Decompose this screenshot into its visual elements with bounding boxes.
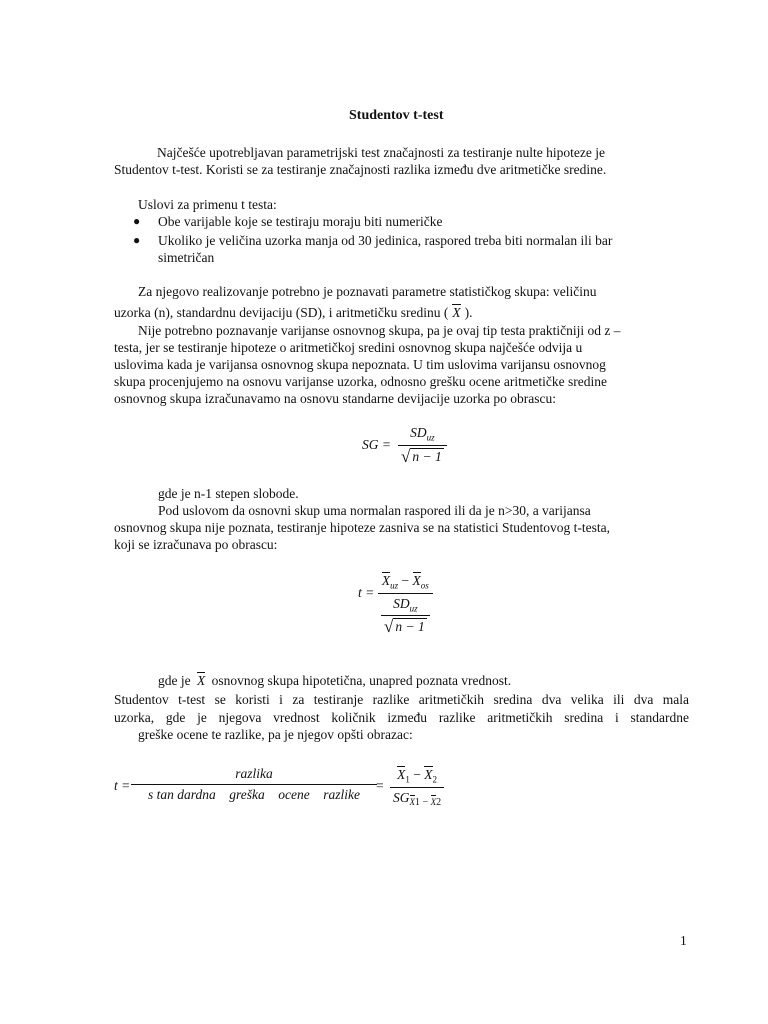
normal-line-2: osnovnog skupa nije poznata, testiranje hipoteze zasniva se na statistici Studentovog t-testa, (114, 520, 610, 535)
formula-general-ratio-numerator: $X_1 - X_2$ (397, 767, 437, 785)
intro-line-2: Studentov t-test. Koristi se za testiranje značajnosti razlika između dve aritmetičke sredine. (114, 162, 607, 177)
formula-sg-denominator: √ n − 1 (398, 445, 447, 466)
df-line: gde je n-1 stepen slobode. (158, 486, 299, 501)
formula-general-equals: = (376, 778, 384, 793)
formula-sg-numerator: $SD_{uz}$ (410, 425, 435, 443)
page-number: 1 (680, 933, 687, 948)
variance-line-4: skupa procenjujemo na osnovu varijanse uzorka, odnosno grešku ocene aritmetičke sredine (114, 374, 607, 389)
params-line-2-text: uzorka (n), standardnu devijaciju (SD), i aritmetičku sredinu ( (114, 305, 449, 320)
normal-line-3: koji se izračunava po obrascu: (114, 537, 278, 552)
document-title: Studentov t-test (349, 108, 444, 123)
formula-t-lhs: t = (358, 585, 375, 600)
mean-symbol: X (452, 305, 461, 320)
condition-item-1: Obe varijable koje se testiraju moraju biti numeričke (158, 214, 443, 229)
conditions-heading: Uslovi za primenu t testa: (138, 197, 277, 212)
hyp-line: gde je X osnovnog skupa hipotetična, unapred poznata vrednost. (158, 673, 512, 688)
formula-general (134, 766, 374, 803)
bullet-icon: ● (133, 214, 141, 228)
params-line-2-end: ). (464, 305, 473, 320)
params-line-1: Za njegovo realizovanje potrebno je poznavati parametre statističkog skupa: veličinu (138, 284, 597, 299)
two-sample-line-3: greške ocene te razlike, pa je njegov opšti obrazac: (138, 727, 413, 742)
two-sample-line-1: Studentov t-test se koristi i za testiranje razlike aritmetičkih sredina dva velika ili dva mala (114, 692, 689, 707)
formula-general-ratio (390, 766, 444, 808)
formula-sg-lhs: SG = (362, 437, 391, 452)
formula-t-denominator: $SD_{uz}$ √ n − 1 (378, 593, 433, 637)
formula-t-numerator: $X_{uz} - X_{os}$ (381, 573, 429, 591)
variance-line-1: Nije potrebno poznavanje varijanse osnovnog skupa, pa je ovaj tip testa praktičniji od z – (138, 323, 621, 338)
params-line-2 (114, 304, 473, 321)
bullet-icon: ● (133, 233, 141, 247)
condition-item-2-line-2: simetričan (158, 250, 215, 265)
two-sample-line-2: uzorka, gde je njegova vrednost količnik između razlike aritmetičkih sredina i standardne (114, 710, 689, 725)
formula-general-denominator: s tan dardna greška ocene razlike (131, 784, 377, 803)
intro-line-1: Najčešće upotrebljavan parametrijski test značajnosti za testiranje nulte hipoteze je (157, 145, 605, 160)
variance-line-5: osnovnog skupa izračunavamo na osnovu standarne devijacije uzorka po obrascu: (114, 391, 556, 406)
formula-sg (398, 425, 447, 466)
formula-general-ratio-denominator: $SG_{X1 - X2}$ (390, 787, 444, 809)
formula-t (378, 572, 433, 636)
variance-line-3: uslovima kada je varijansa osnovnog skupa nepoznata. U tim uslovima varijansu osnovnog (114, 357, 606, 372)
formula-general-lhs: t = (114, 778, 131, 793)
variance-line-2: testa, jer se testiranje hipoteze o aritmetičkoj sredini osnovnog skupa najčešće odvija u (114, 340, 583, 355)
normal-line-1: Pod uslovom da osnovni skup uma normalan raspored ili da je n>30, a varijansa (158, 503, 591, 518)
mean-symbol: X (197, 673, 206, 688)
condition-item-2-line-1: Ukoliko je veličina uzorka manja od 30 jedinica, raspored treba biti normalan ili bar (158, 233, 613, 248)
formula-general-numerator: razlika (235, 766, 273, 781)
